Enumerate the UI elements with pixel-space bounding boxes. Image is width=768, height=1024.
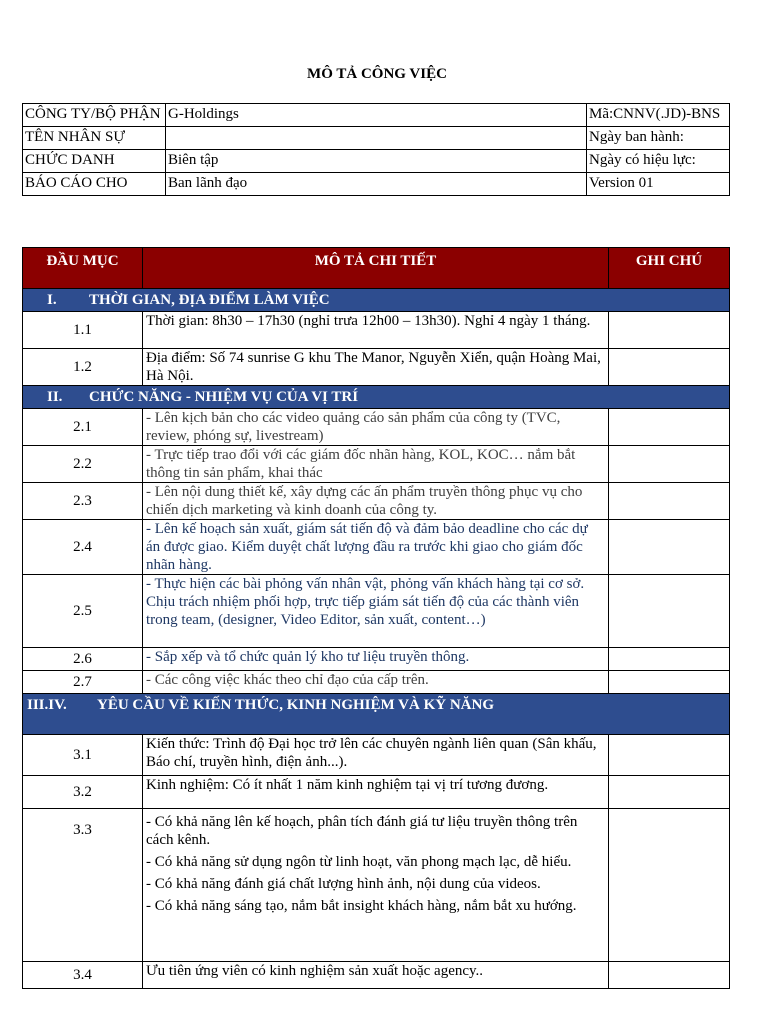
row-text: - Lên kịch bản cho các video quảng cáo sản phẩm của công ty (TVC, review, phóng sự, livestream) bbox=[143, 409, 609, 446]
skill-line: - Có khả năng lên kế hoạch, phân tích đánh giá tư liệu truyền thông trên cách kênh. bbox=[146, 814, 578, 848]
info-value: Ban lãnh đạo bbox=[166, 173, 587, 196]
section-number: II. bbox=[47, 389, 63, 405]
row-note bbox=[609, 312, 730, 349]
table-row bbox=[23, 312, 730, 349]
row-text: Ưu tiên ứng viên có kinh nghiệm sản xuất hoặc agency.. bbox=[143, 962, 609, 989]
header-note: GHI CHÚ bbox=[609, 248, 730, 289]
info-row bbox=[23, 150, 730, 173]
info-label: BÁO CÁO CHO bbox=[23, 173, 166, 196]
row-note bbox=[609, 349, 730, 386]
table-row bbox=[23, 776, 730, 809]
row-id: 2.1 bbox=[23, 409, 143, 446]
section-number: III.IV. bbox=[27, 697, 67, 713]
info-label: CÔNG TY/BỘ PHẬN bbox=[23, 104, 166, 127]
row-text: - Sắp xếp và tổ chức quản lý kho tư liệu truyền thông. bbox=[143, 648, 609, 671]
row-id: 3.1 bbox=[23, 735, 143, 776]
info-row bbox=[23, 173, 730, 196]
table-row bbox=[23, 575, 730, 648]
row-text: Kinh nghiệm: Có ít nhất 1 năm kinh nghiệm tại vị trí tương đương. bbox=[143, 776, 609, 809]
header-description: MÔ TẢ CHI TIẾT bbox=[143, 248, 609, 289]
row-note bbox=[609, 409, 730, 446]
row-id: 2.4 bbox=[23, 520, 143, 575]
row-note bbox=[609, 776, 730, 809]
row-note bbox=[609, 483, 730, 520]
row-text: - Lên kế hoạch sản xuất, giám sát tiến độ và đảm bảo deadline cho các dự án được giao. Kiểm duyệt chất lượng đầu ra trước khi giao cho giám đốc nhãn hàng. bbox=[143, 520, 609, 575]
row-id: 3.3 bbox=[23, 809, 143, 962]
row-text: - Thực hiện các bài phỏng vấn nhân vật, phỏng vấn khách hàng tại cơ sở. Chịu trách nhiệm phối hợp, trực tiếp giám sát tiến độ của các thành viên trong team, (designer, Video Editor, sản xuất, content…) bbox=[143, 575, 609, 648]
row-note bbox=[609, 735, 730, 776]
row-id: 2.5 bbox=[23, 575, 143, 648]
row-id: 2.7 bbox=[23, 671, 143, 694]
section-title: CHỨC NĂNG - NHIỆM VỤ CỦA VỊ TRÍ bbox=[89, 389, 359, 405]
header-item: ĐẦU MỤC bbox=[23, 248, 143, 289]
info-right: Ngày có hiệu lực: bbox=[587, 150, 730, 173]
info-row bbox=[23, 127, 730, 150]
row-note bbox=[609, 520, 730, 575]
row-id: 3.4 bbox=[23, 962, 143, 989]
info-right: Version 01 bbox=[587, 173, 730, 196]
info-row bbox=[23, 104, 730, 127]
table-row bbox=[23, 483, 730, 520]
table-header bbox=[23, 248, 730, 289]
table-row bbox=[23, 520, 730, 575]
skill-line: - Có khả năng sáng tạo, nắm bắt insight khách hàng, nắm bắt xu hướng. bbox=[146, 898, 577, 914]
row-note bbox=[609, 575, 730, 648]
row-text: - Lên nội dung thiết kế, xây dựng các ấn phẩm truyền thông phục vụ cho chiến dịch marketing và kinh doanh của công ty. bbox=[143, 483, 609, 520]
info-right: Mã:CNNV(.JD)-BNS bbox=[587, 104, 730, 127]
document-title: MÔ TẢ CÔNG VIỆC bbox=[307, 66, 447, 82]
row-text: Địa điểm: Số 74 sunrise G khu The Manor, Nguyễn Xiển, quận Hoàng Mai, Hà Nội. bbox=[143, 349, 609, 386]
row-note bbox=[609, 962, 730, 989]
skill-line: - Có khả năng đánh giá chất lượng hình ảnh, nội dung của videos. bbox=[146, 876, 541, 892]
info-label: CHỨC DANH bbox=[23, 150, 166, 173]
table-row bbox=[23, 446, 730, 483]
table-row bbox=[23, 735, 730, 776]
table-row bbox=[23, 809, 730, 962]
info-label: TÊN NHÂN SỰ bbox=[23, 127, 166, 150]
section-title: THỜI GIAN, ĐỊA ĐIỂM LÀM VIỆC bbox=[89, 292, 330, 308]
row-id: 2.3 bbox=[23, 483, 143, 520]
row-text: - Các công việc khác theo chỉ đạo của cấp trên. bbox=[143, 671, 609, 694]
table-row bbox=[23, 409, 730, 446]
row-note bbox=[609, 446, 730, 483]
info-value: G-Holdings bbox=[166, 104, 587, 127]
row-note bbox=[609, 648, 730, 671]
info-table bbox=[22, 103, 730, 196]
section-row bbox=[23, 694, 730, 735]
row-id: 2.6 bbox=[23, 648, 143, 671]
row-text: - Trực tiếp trao đổi với các giám đốc nhãn hàng, KOL, KOC… nắm bắt thông tin sản phẩm, khai thác bbox=[143, 446, 609, 483]
info-value bbox=[166, 127, 587, 150]
row-id: 2.2 bbox=[23, 446, 143, 483]
table-row bbox=[23, 671, 730, 694]
job-description-table bbox=[22, 247, 730, 989]
section-title: YÊU CẦU VỀ KIẾN THỨC, KINH NGHIỆM VÀ KỸ NĂNG bbox=[97, 697, 494, 713]
table-row bbox=[23, 648, 730, 671]
skill-line: - Có khả năng sử dụng ngôn từ linh hoạt, văn phong mạch lạc, dễ hiểu. bbox=[146, 854, 572, 870]
table-row bbox=[23, 349, 730, 386]
row-text bbox=[143, 809, 609, 962]
row-note bbox=[609, 809, 730, 962]
row-note bbox=[609, 671, 730, 694]
info-value: Biên tập bbox=[166, 150, 587, 173]
section-number: I. bbox=[47, 292, 57, 308]
row-id: 3.2 bbox=[23, 776, 143, 809]
row-id: 1.1 bbox=[23, 312, 143, 349]
info-right: Ngày ban hành: bbox=[587, 127, 730, 150]
row-text: Thời gian: 8h30 – 17h30 (nghỉ trưa 12h00 – 13h30). Nghỉ 4 ngày 1 tháng. bbox=[143, 312, 609, 349]
table-row bbox=[23, 962, 730, 989]
section-row bbox=[23, 386, 730, 409]
row-text: Kiến thức: Trình độ Đại học trở lên các chuyên ngành liên quan (Sân khấu, Báo chí, truyền hình, điện ảnh...). bbox=[143, 735, 609, 776]
section-row bbox=[23, 289, 730, 312]
row-id: 1.2 bbox=[23, 349, 143, 386]
